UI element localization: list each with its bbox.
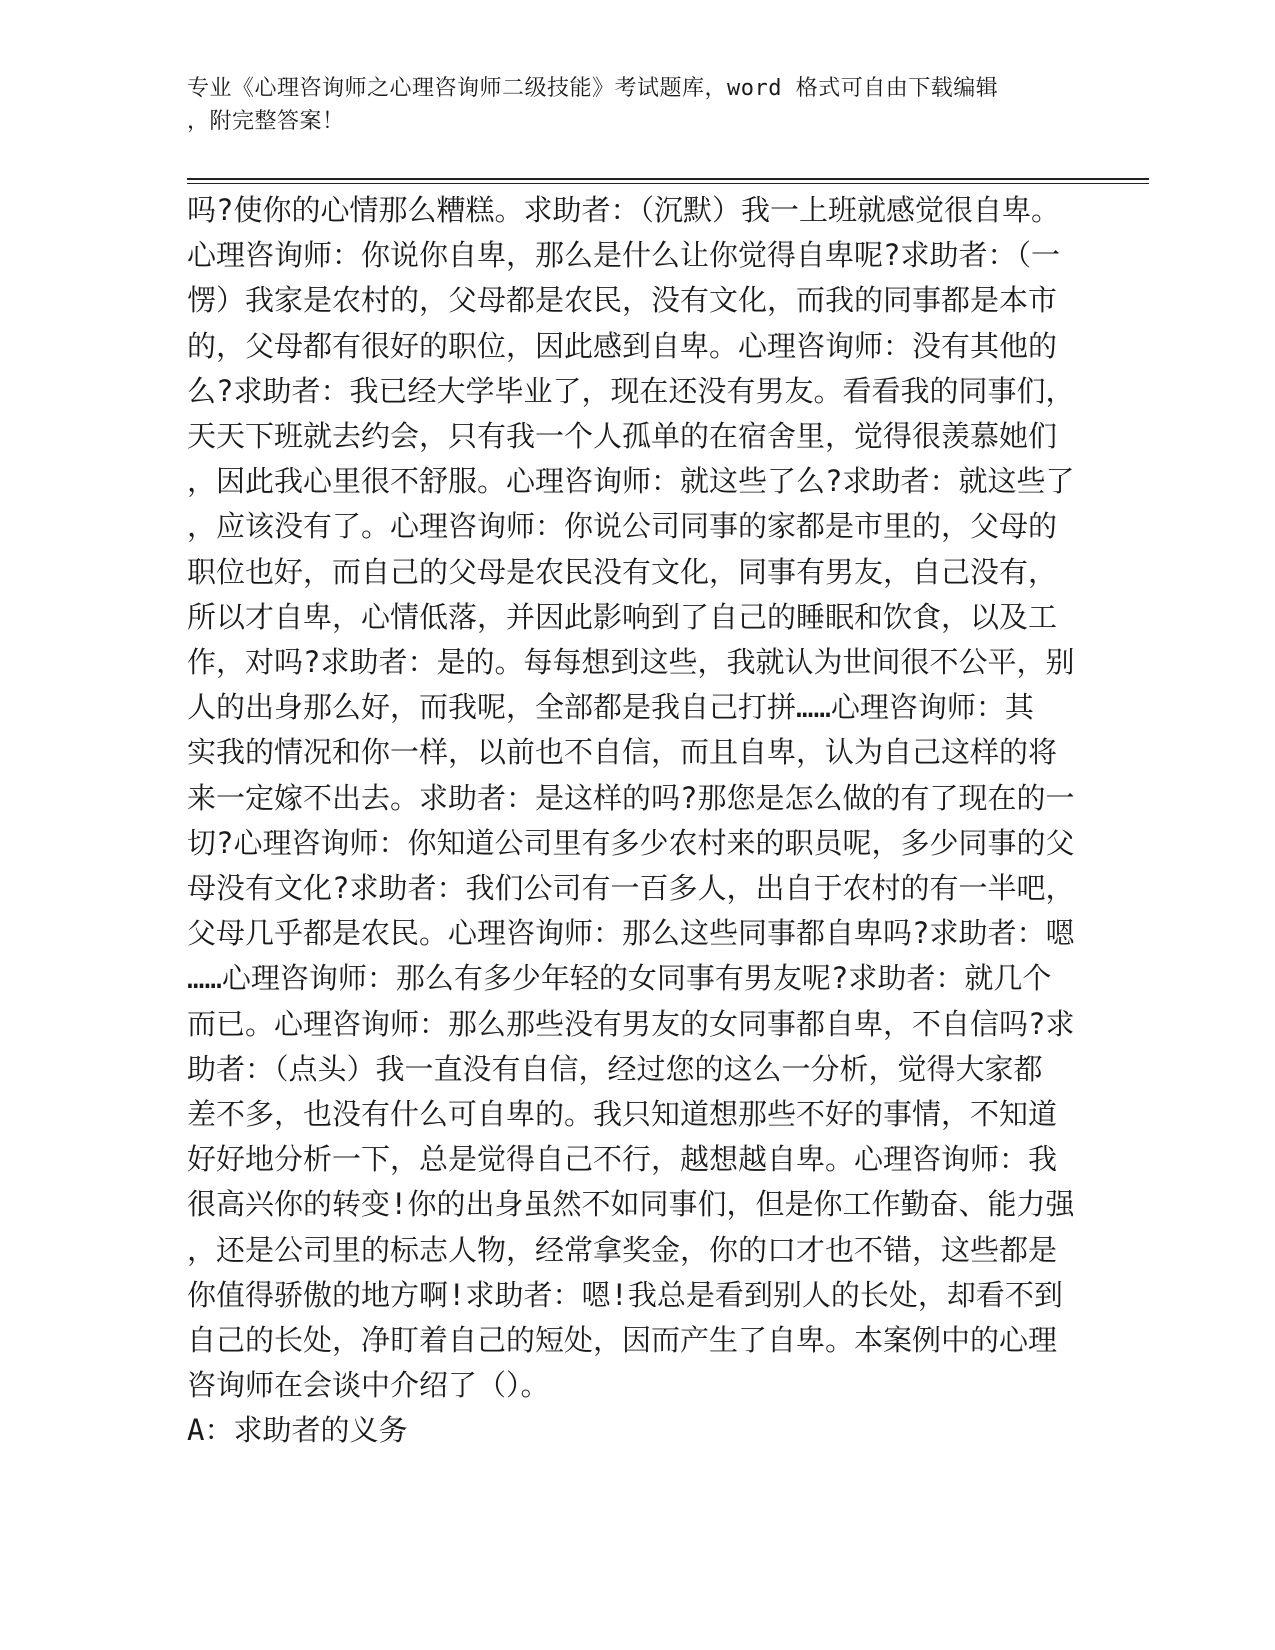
question-body (187, 188, 1087, 1454)
body-line: 你值得骄傲的地方啊!求助者：嗯!我总是看到别人的长处，却看不到 (187, 1277, 1063, 1312)
body-line: 父母几乎都是农民。心理咨询师：那么这些同事都自卑吗?求助者：嗯 (187, 916, 1075, 951)
body-line: ……心理咨询师：那么有多少年轻的女同事有男友呢?求助者：就几个 (187, 961, 1052, 996)
body-line: 愣）我家是农村的，父母都是农民，没有文化，而我的同事都是本市 (187, 283, 1058, 318)
body-line: 来一定嫁不出去。求助者：是这样的吗?那您是怎么做的有了现在的一 (187, 780, 1075, 815)
body-line: 咨询师在会谈中介绍了（）。 (187, 1368, 550, 1403)
body-line: 助者：（点头）我一直没有自信，经过您的这么一分析，觉得大家都 (187, 1051, 1043, 1086)
body-line: 而已。心理咨询师：那么那些没有男友的女同事都自卑，不自信吗?求 (187, 1006, 1075, 1041)
body-line: 很高兴你的转变!你的出身虽然不如同事们，但是你工作勤奋、能力强 (187, 1187, 1075, 1222)
body-line: 人的出身那么好，而我呢，全部都是我自己打拼……心理咨询师：其 (187, 690, 1034, 725)
header-line-1: 专业《心理咨询师之心理咨询师二级技能》考试题库，word 格式可自由下载编辑 (187, 76, 999, 101)
body-line: 职位也好，而自己的父母是农民没有文化，同事有男友，自己没有， (187, 554, 1058, 589)
body-line: 心理咨询师：你说你自卑，那么是什么让你觉得自卑呢?求助者：（一 (187, 238, 1060, 273)
body-line: ，应该没有了。心理咨询师：你说公司同事的家都是市里的，父母的 (187, 509, 1058, 544)
body-line: 所以才自卑，心情低落，并因此影响到了自己的睡眠和饮食，以及工 (187, 599, 1058, 634)
body-line: 作，对吗?求助者：是的。每每想到这些，我就认为世间很不公平，别 (187, 645, 1075, 680)
header-divider-thick (187, 178, 1149, 180)
body-line: 母没有文化?求助者：我们公司有一百多人，出自于农村的有一半吧， (187, 871, 1075, 906)
body-line: 吗?使你的心情那么糟糕。求助者：（沉默）我一上班就感觉很自卑。 (187, 193, 1060, 227)
body-line: 么?求助者：我已经大学毕业了，现在还没有男友。看看我的同事们， (187, 373, 1075, 408)
answer-option-a: A：求助者的义务 (187, 1413, 408, 1448)
body-line: 差不多，也没有什么可自卑的。我只知道想那些不好的事情，不知道 (187, 1097, 1058, 1132)
body-line: 的，父母都有很好的职位，因此感到自卑。心理咨询师：没有其他的 (187, 328, 1058, 363)
body-line: 自己的长处，净盯着自己的短处，因而产生了自卑。本案例中的心理 (187, 1323, 1058, 1358)
header-line-2: ，附完整答案！ (187, 109, 345, 134)
body-line: 实我的情况和你一样，以前也不自信，而且自卑，认为自己这样的将 (187, 735, 1058, 770)
body-line: ，因此我心里很不舒服。心理咨询师：就这些了么?求助者：就这些了 (187, 464, 1075, 499)
header-divider-thin (187, 183, 1149, 184)
page-header (187, 72, 1067, 138)
body-line: 切?心理咨询师：你知道公司里有多少农村来的职员呢，多少同事的父 (187, 825, 1075, 860)
body-line: 天天下班就去约会，只有我一个人孤单的在宿舍里，觉得很羡慕她们 (187, 419, 1058, 454)
body-line: ，还是公司里的标志人物，经常拿奖金，你的口才也不错，这些都是 (187, 1232, 1058, 1267)
body-line: 好好地分析一下，总是觉得自己不行，越想越自卑。心理咨询师：我 (187, 1142, 1058, 1177)
